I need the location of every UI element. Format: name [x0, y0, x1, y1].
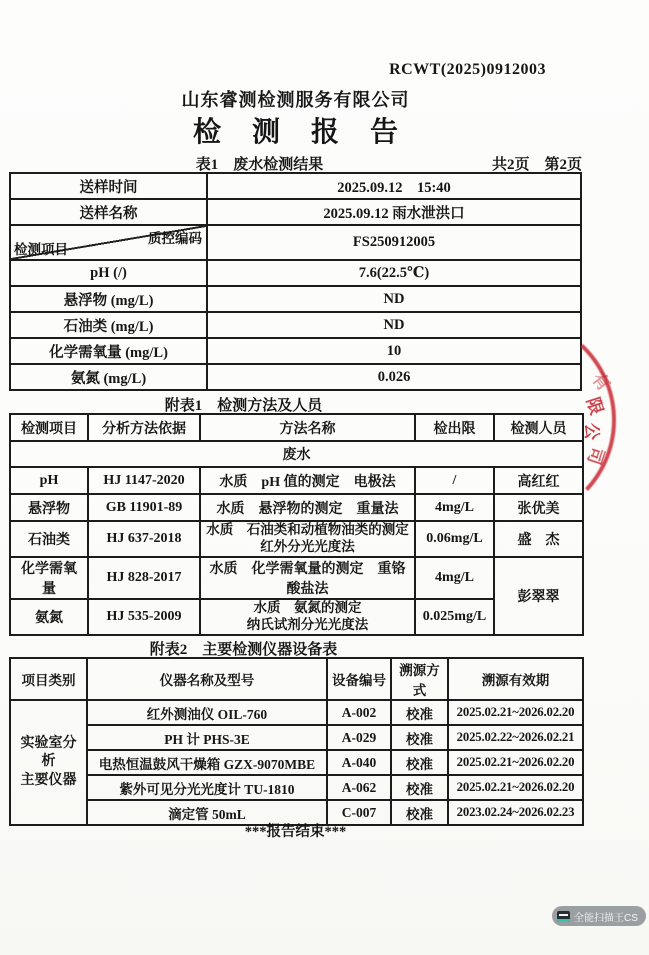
column-header: 方法名称 — [200, 414, 415, 441]
row-value: 0.026 — [207, 364, 581, 390]
seal-character: 有 — [588, 369, 614, 395]
methods-personnel-table — [9, 413, 584, 636]
document-title: 检 测 报 告 — [192, 117, 410, 148]
person-cell: 盛 杰 — [494, 521, 583, 557]
diagonal-header-cell — [10, 225, 207, 260]
column-header: 检测项目 — [10, 414, 88, 441]
report-end-text: ***报告结束*** — [244, 824, 347, 840]
scanner-icon — [557, 911, 570, 922]
column-header: 溯源方式 — [391, 658, 448, 700]
table1-caption-row — [9, 153, 582, 171]
column-header: 分析方法依据 — [88, 414, 200, 441]
column-header: 检出限 — [415, 414, 494, 441]
trace-cell: 校准 — [391, 800, 448, 825]
row-value: 10 — [207, 338, 581, 364]
page-count: 共2页 第2页 — [491, 157, 582, 173]
row-value: ND — [207, 286, 581, 312]
code-cell: A-062 — [327, 775, 391, 800]
method-cell: 水质 石油类和动植物油类的测定 红外分光光度法 — [200, 521, 415, 557]
table-row — [10, 750, 583, 775]
qc-code-label: 质控编码 — [148, 231, 202, 246]
table-row — [10, 725, 583, 750]
table-row — [10, 557, 583, 599]
column-header: 项目类别 — [10, 658, 87, 700]
person-cell: 张优美 — [494, 494, 583, 521]
row-label: 送样时间 — [10, 173, 207, 199]
instruments-table — [9, 657, 584, 826]
method-cell: 水质 pH 值的测定 电极法 — [200, 467, 415, 494]
validity-cell: 2025.02.21~2026.02.20 — [448, 775, 583, 800]
standard-cell: HJ 535-2009 — [88, 599, 200, 635]
person-cell: 高红红 — [494, 467, 583, 494]
table-row — [10, 521, 583, 557]
code-cell: A-002 — [327, 700, 391, 725]
scanner-watermark-badge — [552, 906, 646, 926]
trace-cell: 校准 — [391, 700, 448, 725]
company-name: 山东睿测检测服务有限公司 — [181, 90, 410, 110]
column-header: 溯源有效期 — [448, 658, 583, 700]
test-item-label: 检测项目 — [14, 242, 68, 257]
limit-cell: 4mg/L — [415, 494, 494, 521]
item-cell: 悬浮物 — [10, 494, 88, 521]
method-cell: 水质 化学需氧量的测定 重铬酸盐法 — [200, 557, 415, 599]
method-cell: 水质 悬浮物的测定 重量法 — [200, 494, 415, 521]
code-cell: A-040 — [327, 750, 391, 775]
report-number: RCWT(2025)0912003 — [389, 61, 546, 78]
category-cell: 废水 — [10, 441, 583, 467]
validity-cell: 2023.02.24~2026.02.23 — [448, 800, 583, 825]
row-value: ND — [207, 312, 581, 338]
trace-cell: 校准 — [391, 775, 448, 800]
row-label: 石油类 (mg/L) — [10, 312, 207, 338]
validity-cell: 2025.02.21~2026.02.20 — [448, 750, 583, 775]
qc-code-value: FS250912005 — [207, 225, 581, 260]
table-row — [10, 199, 581, 225]
row-label: 送样名称 — [10, 199, 207, 225]
table-row — [10, 173, 581, 199]
category-row — [10, 441, 583, 467]
validity-cell: 2025.02.22~2026.02.21 — [448, 725, 583, 750]
table-row — [10, 775, 583, 800]
row-label: pH (/) — [10, 260, 207, 286]
instrument-cell: PH 计 PHS-3E — [87, 725, 327, 750]
limit-cell: 0.025mg/L — [415, 599, 494, 635]
limit-cell: 0.06mg/L — [415, 521, 494, 557]
appendix2-caption: 附表2 主要检测仪器设备表 — [149, 642, 338, 658]
trace-cell: 校准 — [391, 750, 448, 775]
person-cell: 彭翠翠 — [494, 557, 583, 635]
row-value: 2025.09.12 雨水泄洪口 — [207, 199, 581, 225]
table-row — [10, 312, 581, 338]
table-row — [10, 260, 581, 286]
table-header-row — [10, 658, 583, 700]
row-label: 悬浮物 (mg/L) — [10, 286, 207, 312]
table-row — [10, 700, 583, 725]
category-cell: 实验室分析 主要仪器 — [10, 700, 87, 825]
appendix1-caption: 附表1 检测方法及人员 — [164, 398, 323, 414]
code-cell: A-029 — [327, 725, 391, 750]
method-cell: 水质 氨氮的测定 纳氏试剂分光光度法 — [200, 599, 415, 635]
table-row — [10, 467, 583, 494]
instrument-cell: 红外测油仪 OIL-760 — [87, 700, 327, 725]
standard-cell: GB 11901-89 — [88, 494, 200, 521]
column-header: 检测人员 — [494, 414, 583, 441]
row-label: 化学需氧量 (mg/L) — [10, 338, 207, 364]
item-cell: 氨氮 — [10, 599, 88, 635]
instrument-cell: 紫外可见分光光度计 TU-1810 — [87, 775, 327, 800]
instrument-cell: 滴定管 50mL — [87, 800, 327, 825]
trace-cell: 校准 — [391, 725, 448, 750]
row-value: 7.6(22.5℃) — [207, 260, 581, 286]
instrument-cell: 电热恒温鼓风干燥箱 GZX-9070MBE — [87, 750, 327, 775]
limit-cell: / — [415, 467, 494, 494]
seal-character: 公 — [582, 423, 601, 440]
item-cell: 石油类 — [10, 521, 88, 557]
item-cell: 化学需氧量 — [10, 557, 88, 599]
table-row — [10, 494, 583, 521]
column-header: 仪器名称及型号 — [87, 658, 327, 700]
seal-character: 司 — [583, 444, 608, 467]
standard-cell: HJ 828-2017 — [88, 557, 200, 599]
item-cell: pH — [10, 467, 88, 494]
table-row — [10, 364, 581, 390]
table-header-row — [10, 414, 583, 441]
watermark-label: 全能扫描王CS — [574, 912, 638, 924]
standard-cell: HJ 637-2018 — [88, 521, 200, 557]
table-row — [10, 286, 581, 312]
validity-cell: 2025.02.21~2026.02.20 — [448, 700, 583, 725]
table1-caption: 表1 废水检测结果 — [195, 157, 324, 173]
seal-character: 限 — [582, 395, 607, 418]
column-header: 设备编号 — [327, 658, 391, 700]
row-label: 氨氮 (mg/L) — [10, 364, 207, 390]
row-value: 2025.09.12 15:40 — [207, 173, 581, 199]
standard-cell: HJ 1147-2020 — [88, 467, 200, 494]
table-row — [10, 225, 581, 260]
table-row — [10, 338, 581, 364]
wastewater-results-table — [9, 172, 582, 391]
limit-cell: 4mg/L — [415, 557, 494, 599]
code-cell: C-007 — [327, 800, 391, 825]
